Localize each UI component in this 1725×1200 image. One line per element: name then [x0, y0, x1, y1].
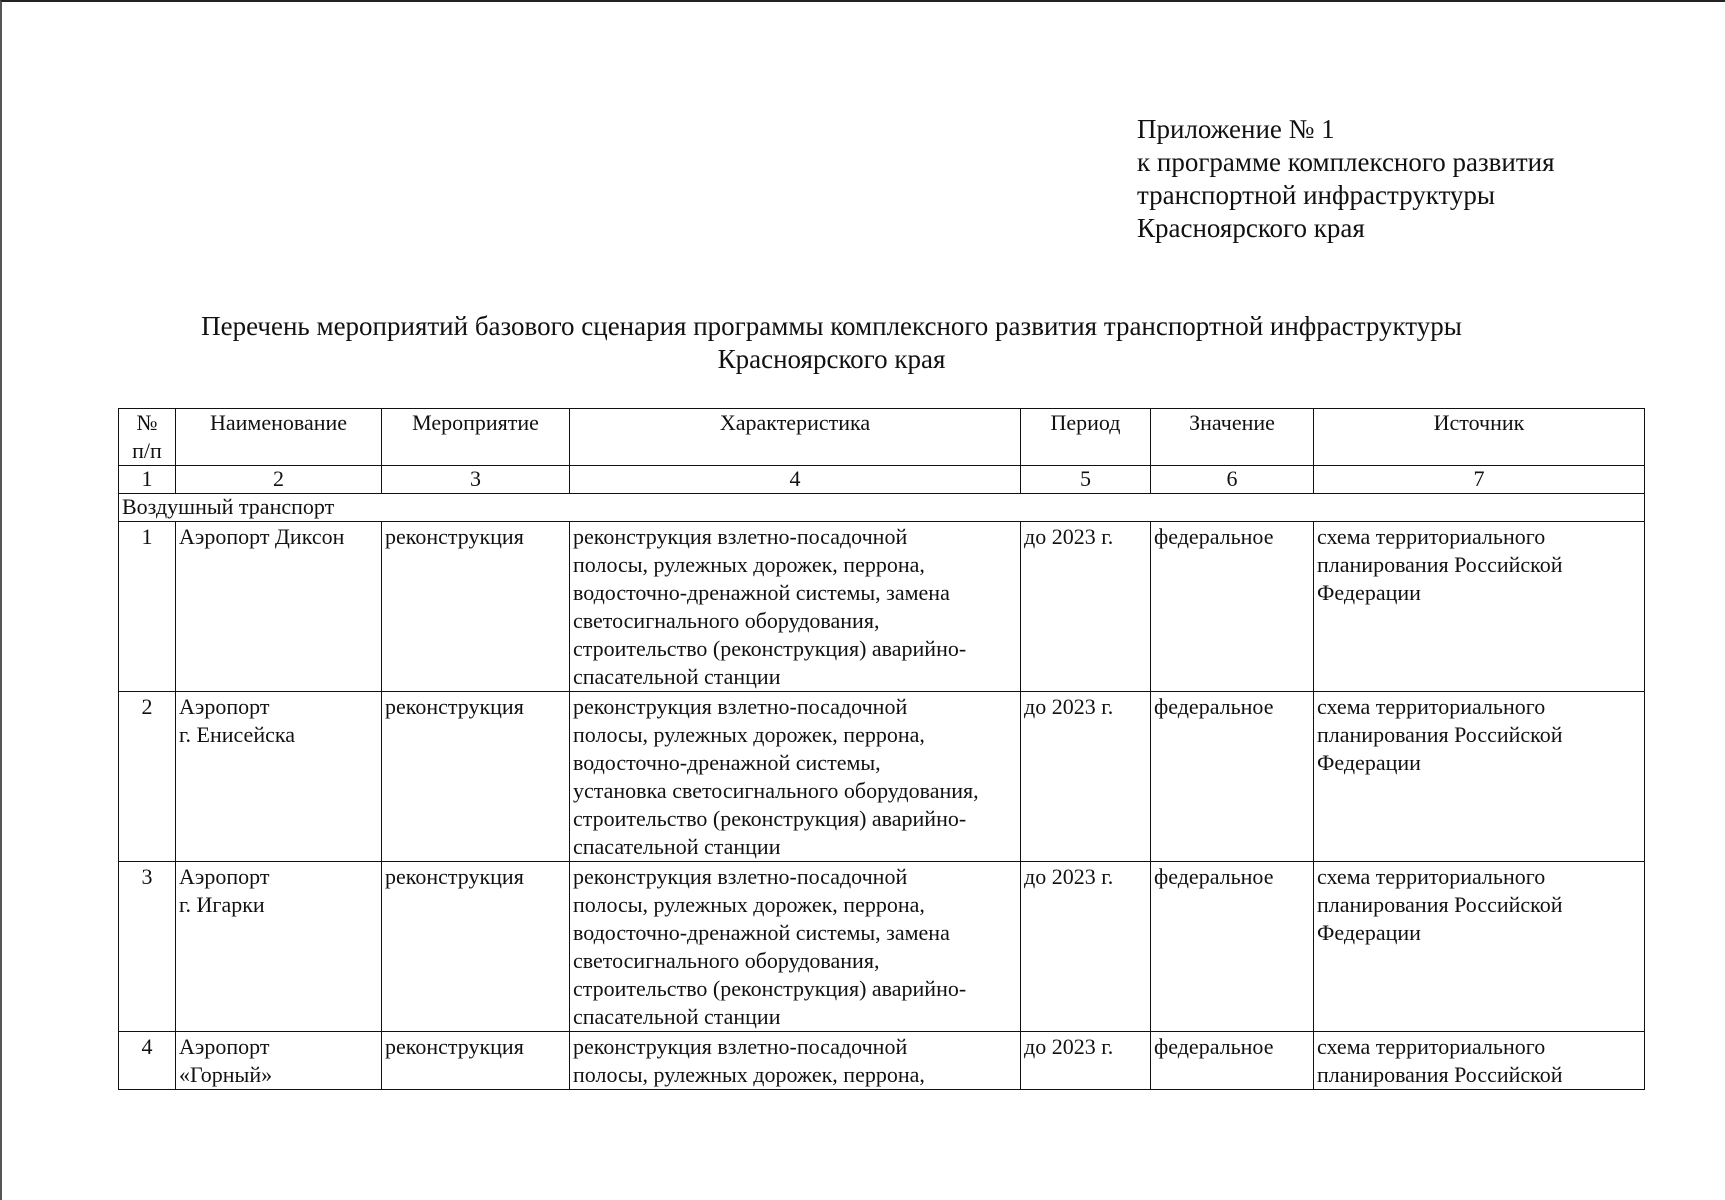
table-row — [119, 862, 1645, 1032]
cell-line: полосы, рулежных дорожек, перрона, — [573, 722, 925, 747]
header-text: № — [136, 410, 158, 435]
table-row — [119, 692, 1645, 862]
cell-line: спасательной станции — [573, 664, 781, 689]
activities-table — [118, 408, 1645, 1090]
row-source — [1314, 862, 1645, 1032]
row-name — [176, 1032, 382, 1090]
header-period — [1021, 409, 1151, 466]
row-value: федеральное — [1151, 1032, 1314, 1090]
appendix-line: Приложение № 1 — [1137, 114, 1335, 144]
cell-line: планирования Российской — [1317, 1062, 1563, 1087]
row-period: до 2023 г. — [1021, 522, 1151, 692]
header-text: Наименование — [209, 410, 348, 435]
appendix-line: к программе комплексного развития — [1137, 147, 1555, 177]
row-name — [176, 862, 382, 1032]
cell-line: полосы, рулежных дорожек, перрона, — [573, 552, 925, 577]
header-source — [1314, 409, 1645, 466]
cell-line: схема территориального — [1317, 1034, 1546, 1059]
column-number-row — [119, 466, 1645, 494]
title-line: Красноярского края — [717, 344, 946, 374]
cell-line: водосточно-дренажной системы, — [573, 750, 881, 775]
cell-line: Федерации — [1317, 580, 1421, 605]
row-characteristic — [570, 522, 1021, 692]
appendix-line: транспортной инфраструктуры — [1137, 180, 1496, 210]
row-period: до 2023 г. — [1021, 862, 1151, 1032]
row-characteristic — [570, 1032, 1021, 1090]
row-period: до 2023 г. — [1021, 692, 1151, 862]
header-name — [176, 409, 382, 466]
cell-line: полосы, рулежных дорожек, перрона, — [573, 1062, 925, 1087]
cell-line: схема территориального — [1317, 694, 1546, 719]
row-number: 2 — [119, 692, 176, 862]
cell-line: реконструкция взлетно-посадочной — [573, 694, 908, 719]
row-characteristic — [570, 862, 1021, 1032]
table-header-row — [119, 409, 1645, 466]
header-activity — [382, 409, 570, 466]
cell-line: схема территориального — [1317, 524, 1546, 549]
row-number: 4 — [119, 1032, 176, 1090]
cell-line: реконструкция взлетно-посадочной — [573, 524, 908, 549]
appendix-line: Красноярского края — [1137, 213, 1365, 243]
cell-line: установка светосигнального оборудования, — [573, 778, 979, 803]
cell-line: Федерации — [1317, 920, 1421, 945]
cell-line: светосигнального оборудования, — [573, 948, 880, 973]
header-text: п/п — [132, 438, 162, 463]
cell-line: реконструкция взлетно-посадочной — [573, 864, 908, 889]
cell-line: спасательной станции — [573, 834, 781, 859]
row-activity: реконструкция — [382, 862, 570, 1032]
cell-line: планирования Российской — [1317, 892, 1563, 917]
appendix-note — [1137, 113, 1555, 245]
cell-line: г. Игарки — [179, 892, 265, 917]
header-characteristic — [570, 409, 1021, 466]
row-number: 3 — [119, 862, 176, 1032]
cell-line: г. Енисейска — [179, 722, 295, 747]
column-number: 3 — [382, 466, 570, 494]
table-row — [119, 522, 1645, 692]
row-number: 1 — [119, 522, 176, 692]
title-line: Перечень мероприятий базового сценария программы комплексного развития транспортной инфраструктуры — [201, 311, 1462, 341]
header-text: Характеристика — [719, 410, 871, 435]
cell-line: Аэропорт — [179, 694, 270, 719]
cell-line: водосточно-дренажной системы, замена — [573, 580, 950, 605]
header-text: Мероприятие — [412, 410, 539, 435]
row-period: до 2023 г. — [1021, 1032, 1151, 1090]
header-number — [119, 409, 176, 466]
header-text: Значение — [1189, 410, 1275, 435]
cell-line: спасательной станции — [573, 1004, 781, 1029]
cell-line: водосточно-дренажной системы, замена — [573, 920, 950, 945]
cell-line: реконструкция взлетно-посадочной — [573, 1034, 908, 1059]
row-value: федеральное — [1151, 692, 1314, 862]
table-row — [119, 1032, 1645, 1090]
cell-line: полосы, рулежных дорожек, перрона, — [573, 892, 925, 917]
column-number: 7 — [1314, 466, 1645, 494]
cell-line: «Горный» — [179, 1062, 273, 1087]
section-row — [119, 494, 1645, 522]
cell-line: Аэропорт — [179, 864, 270, 889]
column-number: 5 — [1021, 466, 1151, 494]
cell-line: Аэропорт — [179, 1034, 270, 1059]
cell-line: строительство (реконструкция) аварийно- — [573, 636, 967, 661]
row-name — [176, 522, 382, 692]
row-activity: реконструкция — [382, 1032, 570, 1090]
header-text: Период — [1050, 410, 1121, 435]
row-source — [1314, 1032, 1645, 1090]
row-source — [1314, 522, 1645, 692]
row-source — [1314, 692, 1645, 862]
cell-line: Федерации — [1317, 750, 1421, 775]
document-title — [119, 310, 1544, 376]
header-text: Источник — [1433, 410, 1525, 435]
section-title: Воздушный транспорт — [119, 494, 1645, 522]
column-number: 6 — [1151, 466, 1314, 494]
row-activity: реконструкция — [382, 522, 570, 692]
cell-line: строительство (реконструкция) аварийно- — [573, 976, 967, 1001]
cell-line: планирования Российской — [1317, 722, 1563, 747]
row-name — [176, 692, 382, 862]
row-characteristic — [570, 692, 1021, 862]
cell-line: схема территориального — [1317, 864, 1546, 889]
row-value: федеральное — [1151, 862, 1314, 1032]
column-number: 4 — [570, 466, 1021, 494]
row-value: федеральное — [1151, 522, 1314, 692]
column-number: 1 — [119, 466, 176, 494]
header-value — [1151, 409, 1314, 466]
column-number: 2 — [176, 466, 382, 494]
row-activity: реконструкция — [382, 692, 570, 862]
cell-line: светосигнального оборудования, — [573, 608, 880, 633]
cell-line: строительство (реконструкция) аварийно- — [573, 806, 967, 831]
cell-line: планирования Российской — [1317, 552, 1563, 577]
cell-line: Аэропорт Диксон — [179, 524, 345, 549]
